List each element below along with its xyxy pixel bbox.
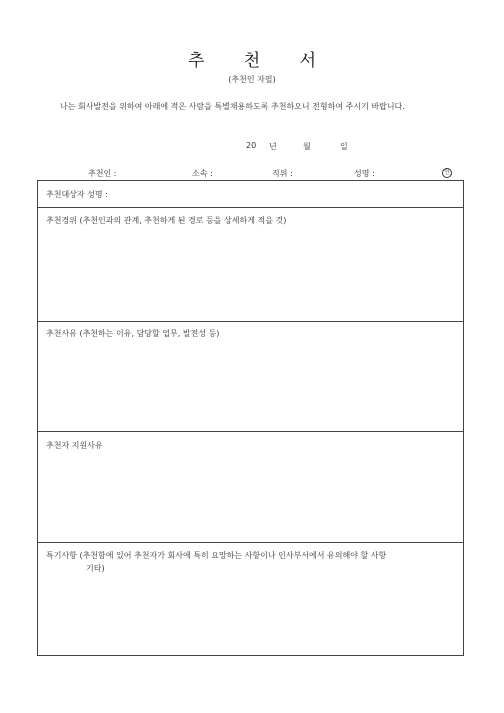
form-row-reason[interactable]: [38, 322, 463, 432]
intro-paragraph: 나는 회사발전을 위하여 아래에 적은 사람을 특별채용하도록 추천하오니 전형하여 주시기 바랍니다.: [60, 102, 405, 111]
remarks-label-line1: 특기사항 (추천함에 있어 추천자가 회사에 특히 요망하는 사항이나 인사부서에서 유의해야 할 사항: [46, 551, 387, 560]
document-title: 추 천 서: [187, 51, 317, 71]
history-label: 추천경위 (추천인과의 관계, 추천하게 된 경로 등을 상세하게 적을 것): [46, 216, 287, 225]
recommender-label: 추천인 :: [88, 169, 117, 178]
recommendation-form: [37, 180, 464, 656]
affiliation-label: 소속 :: [192, 169, 213, 178]
form-row-remarks[interactable]: [38, 543, 463, 655]
date-line: [246, 141, 348, 152]
reason-label: 추천사유 (추천하는 이유, 담당할 업무, 발전성 등): [46, 329, 220, 338]
position-label: 직위 :: [272, 169, 293, 178]
date-year-prefix: 20: [246, 141, 257, 150]
date-month-label: 월: [303, 142, 311, 151]
date-year-label: 년: [269, 142, 277, 151]
name-label: 성명 :: [354, 169, 375, 178]
date-day-label: 일: [340, 142, 348, 151]
form-row-motive[interactable]: [38, 432, 463, 543]
motive-label: 추천자 지원사유: [46, 441, 103, 450]
signature-line: [36, 168, 466, 180]
seal-mark: 인: [442, 168, 452, 178]
remarks-label-line2: 기타): [86, 564, 105, 573]
candidate-name-label: 추천대상자 성명 :: [46, 190, 108, 199]
form-row-candidate[interactable]: [38, 181, 463, 208]
form-row-history[interactable]: [38, 208, 463, 322]
document-subtitle: (추천인 자필): [228, 75, 276, 84]
